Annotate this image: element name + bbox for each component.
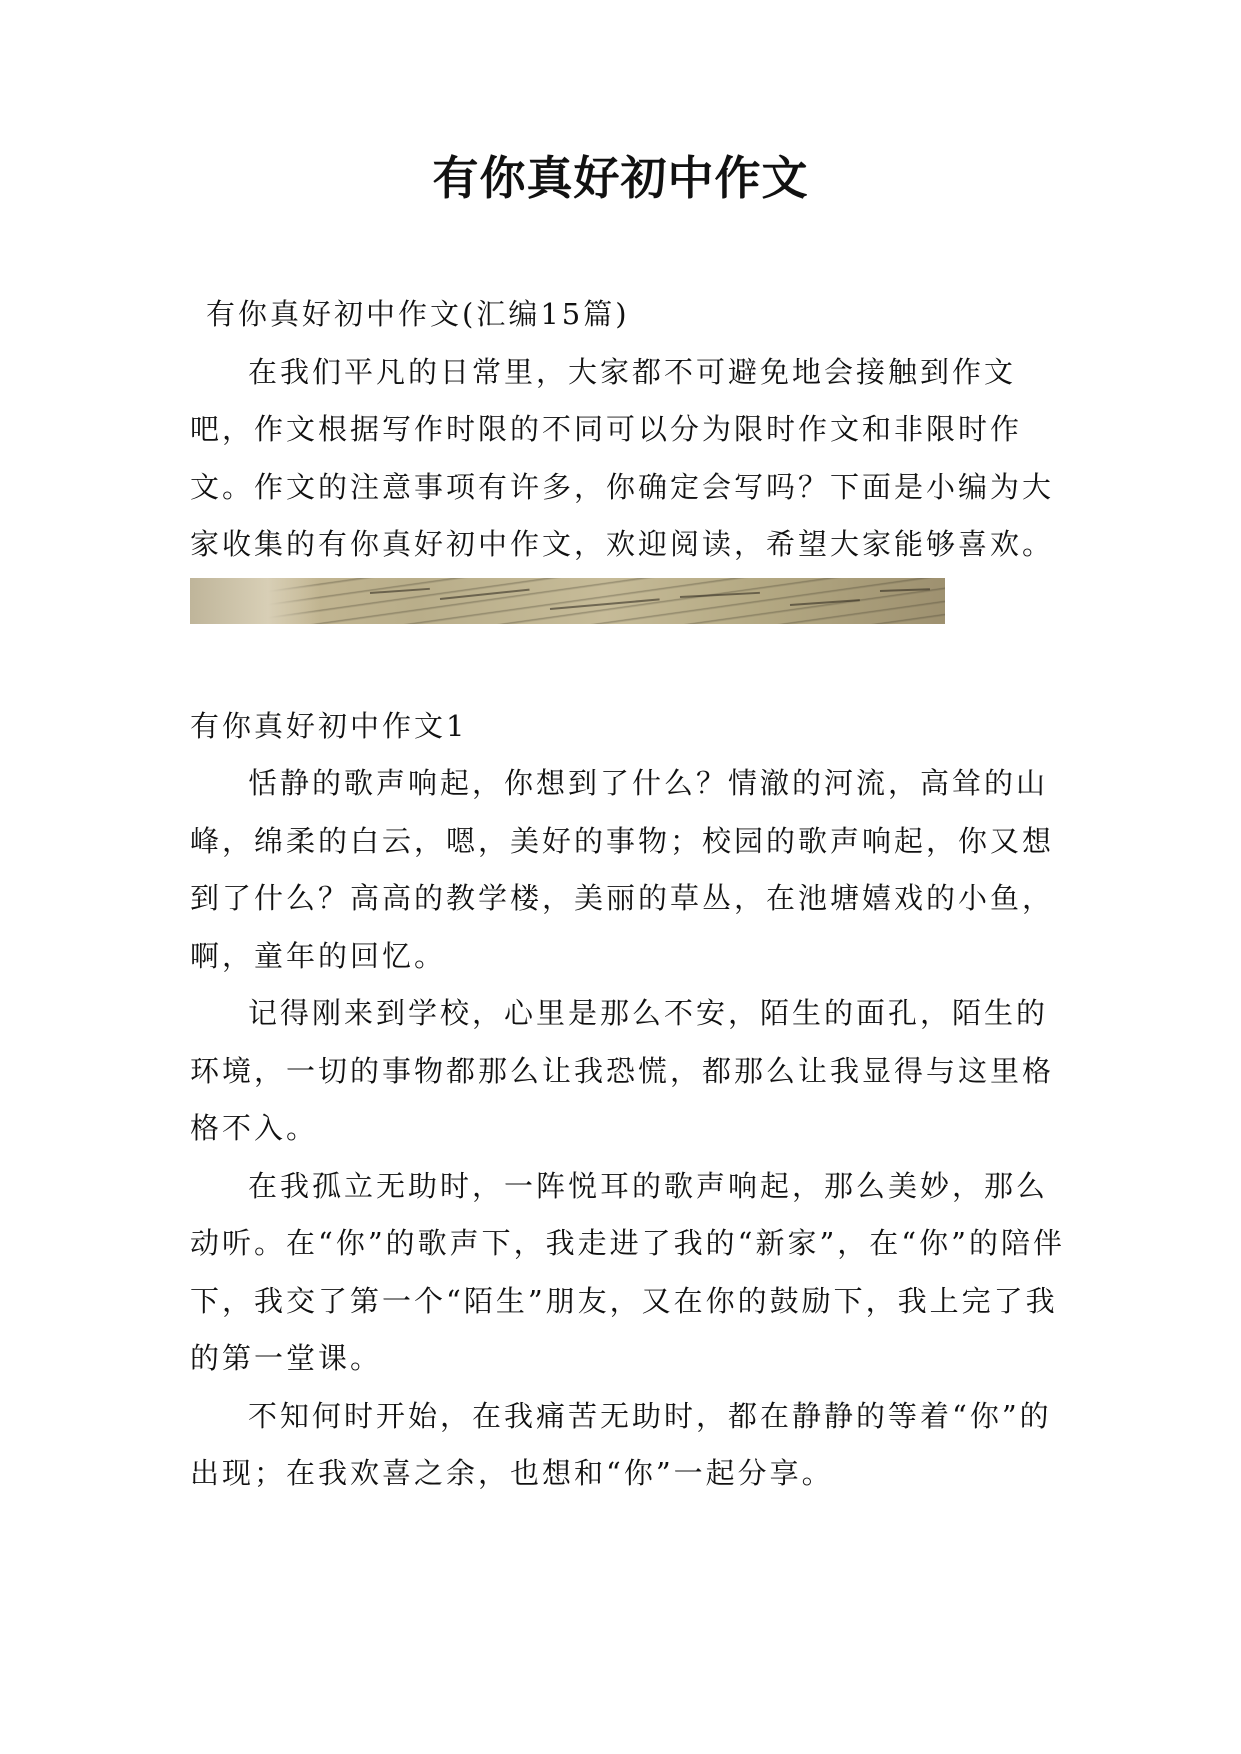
intro-paragraph: 在我们平凡的日常里，大家都不可避免地会接触到作文吧，作文根据写作时限的不同可以分为限时作文和非限时作文。作文的注意事项有许多，你确定会写吗？下面是小编为大家收集的有你真好初中作文，欢迎阅读，希望大家能够喜欢。	[190, 354, 1055, 561]
handwriting-stroke	[680, 591, 760, 597]
page-title: 有你真好初中作文	[432, 151, 809, 205]
notebook-page-fold	[190, 578, 320, 624]
spacer	[190, 624, 1070, 698]
banner-image	[190, 578, 945, 624]
handwriting-stroke	[370, 587, 430, 593]
document-body	[190, 286, 1070, 1503]
handwriting-stroke	[550, 598, 660, 610]
body-paragraph: 不知何时开始，在我痛苦无助时，都在静静的等着“你”的出现；在我欢喜之余，也想和“你”一起分享。	[190, 1398, 1052, 1490]
handwriting-stroke	[440, 588, 530, 599]
section-heading: 有你真好初中作文1	[190, 708, 468, 743]
handwriting-stroke	[790, 599, 860, 606]
body-paragraph: 在我孤立无助时，一阵悦耳的歌声响起，那么美妙，那么动听。在“你”的歌声下，我走进了我的“新家”，在“你”的陪伴下，我交了第一个“陌生”朋友，又在你的鼓励下，我上完了我的第一堂课。	[190, 1168, 1065, 1375]
handwriting-stroke	[880, 588, 930, 592]
document-subtitle: 有你真好初中作文(汇编15篇)	[206, 297, 630, 331]
body-paragraph: 恬静的歌声响起，你想到了什么？情澈的河流，高耸的山峰，绵柔的白云，嗯，美好的事物；校园的歌声响起，你又想到了什么？高高的教学楼，美丽的草丛，在池塘嬉戏的小鱼，啊，童年的回忆。	[190, 766, 1055, 973]
body-paragraph: 记得刚来到学校，心里是那么不安，陌生的面孔，陌生的环境，一切的事物都那么让我恐慌，都那么让我显得与这里格格不入。	[190, 996, 1055, 1145]
